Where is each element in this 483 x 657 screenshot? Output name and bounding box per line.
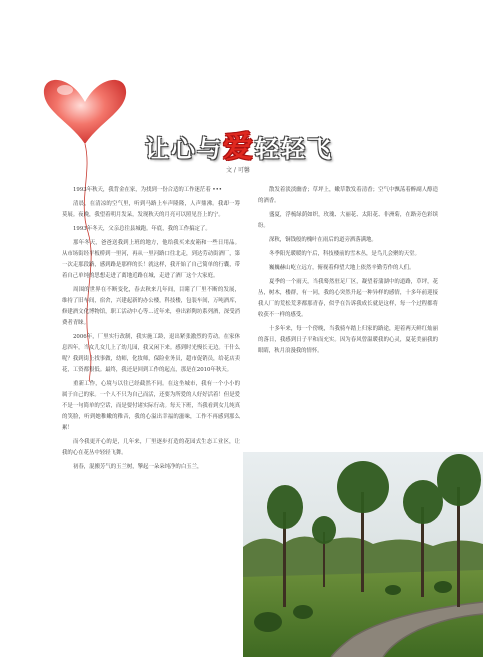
paragraph: 冬季阳光暖暖的午后，科技楼前的雪木丛，是鸟儿会聚的天堂。 [269, 251, 420, 257]
garden-path-photo [243, 452, 483, 657]
paragraph: 周围的世界在不断变化，春去秋来几年间，目睹了厂里不断的发展，维持了旧车间，宿舍，兴建起新的办公楼，科技楼，包装车间，万吨酒库，修建酒文化博物馆，职工活动中心等…近年来，垂出彩陶坊系列酒，深受消费者青睐。 [62, 287, 240, 326]
left-column [62, 185, 240, 476]
paragraph: 而今我更开心的是，几年来，厂里逐步打造的花园式生态工业区，让我的心在花丛中轻轻飞舞。 [62, 439, 240, 456]
paragraph: 散发着淡淡幽香；草坪上，嫩草散发着清香；空气中飘荡着醉副人醇造的酒香。 [258, 187, 438, 204]
paragraph: 重新工作，心境与以往已经截然不同。在这坐城市，我有一个小小的属于自己的家。一个人不只为自己而活，还要为所爱的人好好活着！但是爱不是一句简单的空话，而是要付诸实际行动。每天下班，当我看到女儿纯真的笑脸，听到她稚嫩的稚音，我的心溢出幸福的滋味，工作不再感到那么累！ [62, 381, 240, 431]
paragraph: 深秋，铜钱般的槐叶在雨后的道旁洒落满地。 [269, 237, 377, 243]
author-byline: 文 / 可馨 [226, 167, 250, 174]
paragraph: 夏季的一个雨天，当我蓦然驻足厂区，凝望着蒲湖中的道路，草坪，花丛，树木，楼群，有一同，我的心突然升起一种异样的感情，十多年前迎接我人厂的荒松荒茅都那青春，似乎在告诉我成长就是这样，每一个过程都将收获不一样的感受。 [258, 279, 438, 318]
title-love-char: 爱 [223, 130, 255, 165]
paragraph: 2006年，厂里实行改制，我实施工龄，退出紧张激烈的劳动。在家休息四年，当女儿女儿上了幼儿园，我又闲下来。感到时光慢长无边。干什么呢？我到街上找事做，幼师，化妆师，保险业务员，超市促销员，给花店卖花，工资都很低。最终，我还是回到工作的起点，那是在2010年秋天。 [62, 334, 240, 373]
paragraph: 那年冬天，爸爸送我到上班的地方，他给我买来皮箱和一些日用品。从市场街经平板桥到一里河，再从一里河路口往北走，到达劳动街酒厂，第一次走那段路，感到路是那样的长！就这样，我开始了自己简单的行囊，带着自己单纯的思想走进了离地近路在城，走进了酒厂这个大家庭。 [62, 240, 240, 279]
title-part-1: 让心与 [145, 134, 223, 163]
paragraph: 巍巍赫山屹立远方，俯视着仰望大地上依然辛勤劳作的人们。 [269, 265, 415, 271]
title-part-2: 轻轻飞 [255, 134, 333, 163]
right-column [258, 185, 438, 360]
paragraph: 1993年秋天，我背金在家，为找到一份合适的工作迷茫着 ••• [73, 187, 222, 193]
paragraph: 清晨，在清凉的空气里，听到马路上车声隆隆，人声鼎沸。我却一筹莫展。夜晚，我望着明月发呆，发现秋天的月亮可以照见吾上的宁。 [62, 201, 240, 218]
paragraph: 十多年来，每一个傍晚，当我骑车踏上归家的路途，迎着两天鲜红灿丽的落日，我感到日子平和而充实。因为春风曾温暖我的心灵，夏花美丽我的眼睛，秋月浪漫我的情怀。 [258, 326, 438, 354]
paragraph: 初春，混搬芳气的玉兰树，擎起一朵朵纯净的白玉兰， [73, 464, 203, 470]
paragraph: 盛夏，浮梳绿荫如织，玫瑰、大丽花、太阳花、非洲菊，在路旁色彩缤纷。 [258, 212, 438, 229]
article-title [145, 122, 375, 165]
paragraph: 1993年冬天，父亲总往县城跑。年底，我的工作搞定了。 [73, 226, 211, 232]
